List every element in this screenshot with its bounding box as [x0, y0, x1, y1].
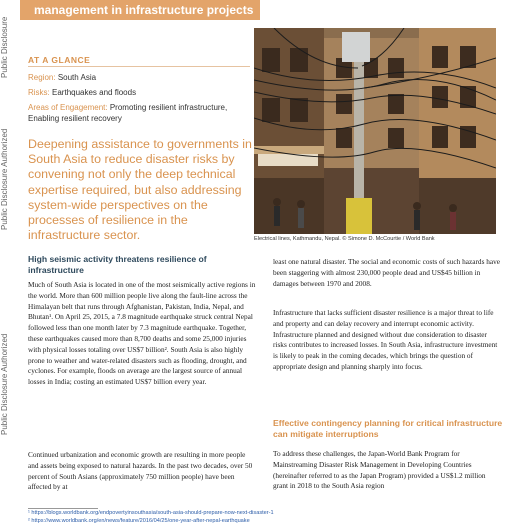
region-value: South Asia [57, 73, 97, 82]
paragraph: Continued urbanization and economic growth are resulting in more people and assets being exposed to natural hazards. In the past two decades, over 50 percent of South Asians (approximately 750 million people) have been affected by at [28, 450, 253, 492]
paragraph: least one natural disaster. The social and economic costs of such hazards have been staggering with almost 230,000 people dead and US$45 billion in damages between 1970 and 2008. [273, 257, 501, 288]
street-photo [254, 28, 496, 234]
footnote-link[interactable]: ² https://www.worldbank.org/en/news/feature/2016/04/25/one-year-after-nepal-earthquake [28, 518, 250, 524]
risks-row [28, 87, 136, 98]
areas-label: Areas of Engagement: [28, 103, 108, 112]
section-heading-seismic: High seismic activity threatens resilience of infrastructure [28, 254, 207, 275]
areas-row [28, 102, 258, 124]
divider [28, 66, 250, 67]
disclosure-label: Public Disclosure [0, 16, 9, 78]
section-heading-contingency: Effective contingency planning for critical infrastructure can mitigate interruptions [273, 418, 503, 439]
intro-summary: Deepening assistance to governments in South Asia to reduce disaster risks by convening not only the deep technical expertise required, but also addressing system-wide perspectives on the processes of resilience in the infrastructure sector. [28, 137, 252, 243]
paragraph: Much of South Asia is located in one of the most seismically active regions in the world. More than 600 million people live along the fault-line across the Himalayan belt that runs through Afghanistan, Pakistan, India, Nepal, and Bhutan¹. On April 25, 2015, a 7.8 magnitude earthquake struck central Nepal followed less than one month later by 7.3 magnitude earthquake. Together, these earthquakes caused more than 8,700 deaths and some 25,000 injuries with physical losses totaling over US$7 billion². South Asia is also highly prone to weather and water-related disasters such as flooding, drought, and cyclones. For example, floods on average are the largest source of annual losses in India; costing an estimated US$7 billion every year. [28, 280, 256, 387]
risks-label: Risks: [28, 88, 50, 97]
paragraph: Infrastructure that lacks sufficient disaster resilience is a major threat to life and property and can delay recovery and interrupt economic activity. Infrastructure planned and designed without due consideration to disaster risks contributes to increased losses. In South Asia, infrastructure investment is likely to peak in the coming decades, which brings the question of appropriate design and planning sharply into focus. [273, 308, 498, 371]
page-title: management in infrastructure projects [34, 3, 254, 17]
risks-value: Earthquakes and floods [52, 88, 137, 97]
paragraph: To address these challenges, the Japan-World Bank Program for Mainstreaming Disaster Risk Management in Developing Countries (hereinafter referred to as the Japan Program) provided a US$1.2 million grant in 2018 to the South Asia region [273, 449, 486, 491]
region-row [28, 72, 96, 83]
at-a-glance-heading: AT A GLANCE [28, 55, 91, 65]
region-label: Region: [28, 73, 56, 82]
footnote-divider [28, 508, 98, 509]
disclosure-label: Public Disclosure Authorized [0, 128, 9, 230]
footnote-link[interactable]: ¹ https://blogs.worldbank.org/endpovertyinsouthasia/south-asia-should-prepare-now-next-disaster-1 [28, 510, 274, 516]
disclosure-label: Public Disclosure Authorized [0, 333, 9, 435]
photo-caption: Electrical lines, Kathmandu, Nepal. © Simone D. McCourtie / World Bank [254, 236, 435, 242]
areas-value: Promoting resilient infrastructure, Enabling resilient recovery [28, 103, 228, 123]
